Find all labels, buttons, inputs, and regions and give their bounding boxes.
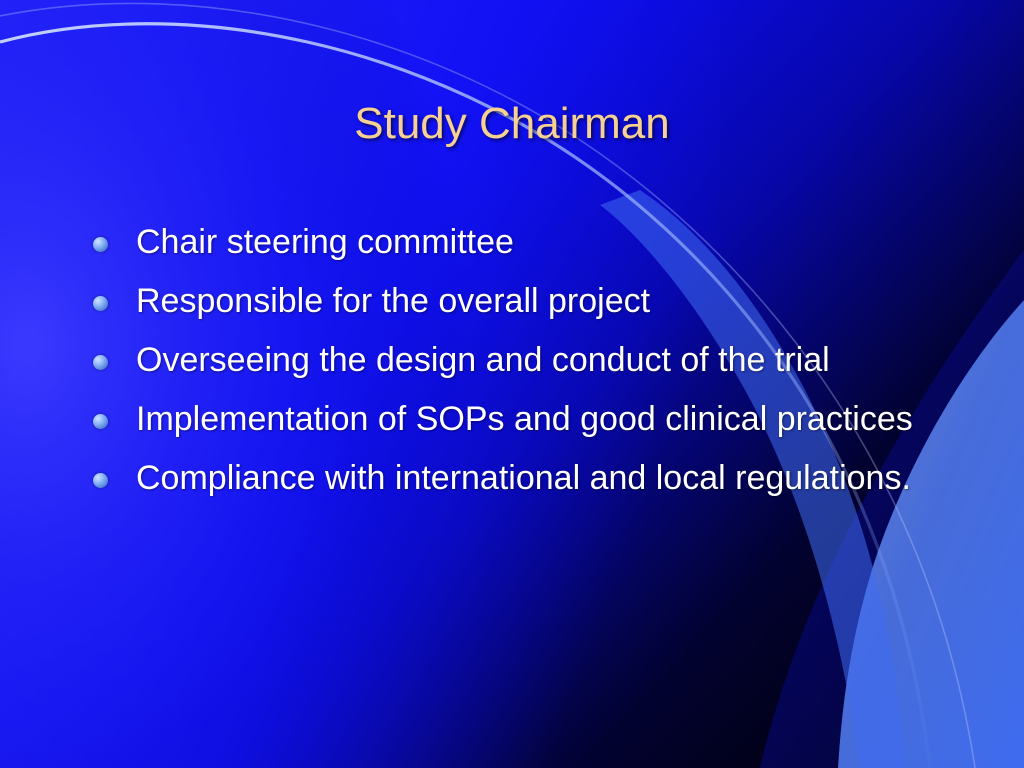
bullet-dot-icon [93, 414, 108, 429]
list-item-label: Responsible for the overall project [136, 282, 651, 320]
page-title: Study Chairman [354, 99, 670, 148]
list-item [84, 458, 944, 499]
bullet-dot-icon [93, 296, 108, 311]
list-item [84, 222, 944, 263]
bullet-dot-icon [93, 473, 108, 488]
bullet-dot-icon [93, 237, 108, 252]
list-item-label: Chair steering committee [136, 223, 514, 261]
bullet-list [84, 222, 944, 517]
list-item-label: Compliance with international and local regulations. [136, 459, 911, 497]
list-item [84, 281, 944, 322]
list-item [84, 340, 944, 381]
list-item-label: Overseeing the design and conduct of the trial [136, 341, 830, 379]
list-item [84, 399, 944, 440]
bullet-dot-icon [93, 355, 108, 370]
list-item-label: Implementation of SOPs and good clinical practices [136, 400, 913, 438]
